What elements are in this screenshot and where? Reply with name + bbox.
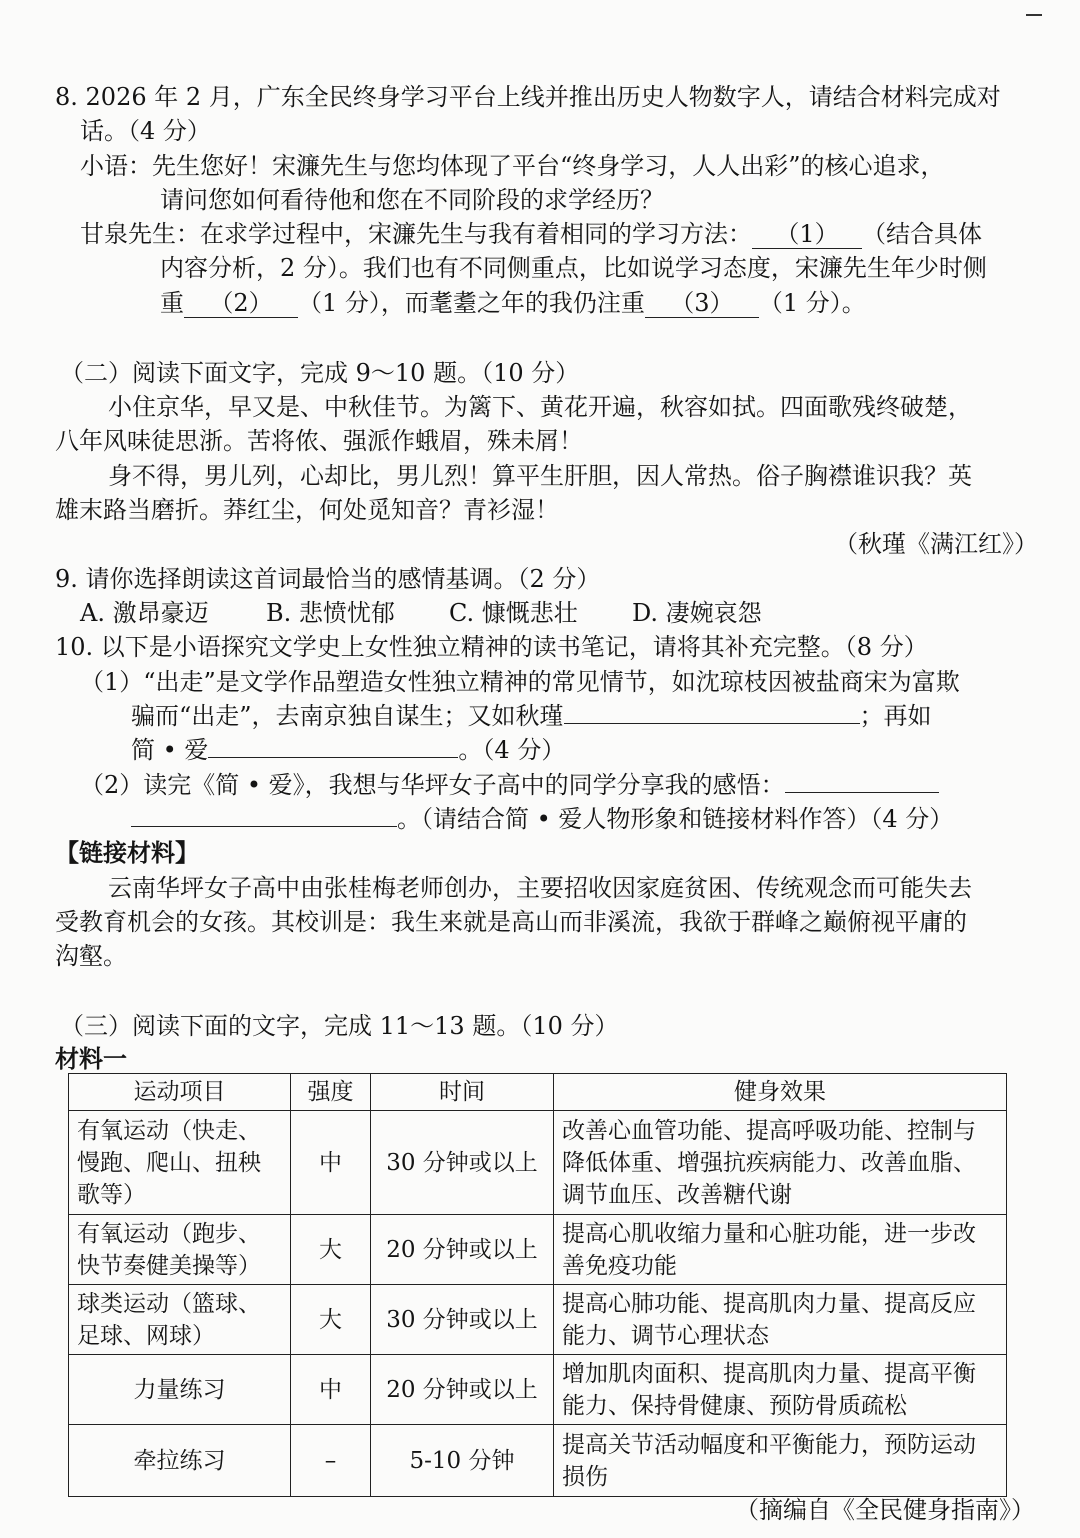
table-cell-intensity: – (291, 1425, 371, 1497)
q8-ganquan-line3 (160, 287, 866, 319)
q9-option-c[interactable]: C. 慷慨悲壮 (449, 599, 578, 627)
table-header-item: 运动项目 (69, 1074, 291, 1111)
corner-mark (1026, 14, 1042, 16)
poem-source: （秋瑾《满江红》） (834, 530, 1038, 558)
table-header-effect: 健身效果 (554, 1074, 1007, 1111)
table-cell-item: 有氧运动（快走、慢跑、爬山、扭秧歌等） (69, 1111, 291, 1215)
section3-header: （三）阅读下面的文字，完成 11～13 题。（10 分） (60, 1012, 619, 1040)
q10-part1-line3 (131, 734, 565, 766)
q8-ganquan-text4: （1 分），而耄耋之年的我仍注重 (298, 289, 645, 317)
q10-part1-line2 (131, 700, 932, 732)
table-cell-time: 20 分钟或以上 (371, 1215, 554, 1285)
q9-option-d[interactable]: D. 凄婉哀怨 (632, 599, 762, 627)
material-one-label: 材料一 (55, 1044, 127, 1073)
table-row (69, 1355, 1007, 1425)
table-cell-effect: 增加肌肉面积、提高肌肉力量、提高平衡能力、保持骨健康、预防骨质疏松 (554, 1355, 1007, 1425)
poem-line2: 八年风味徒思浙。苦将侬、强派作蛾眉，殊未屑！ (55, 427, 583, 455)
table-cell-time: 20 分钟或以上 (371, 1355, 554, 1425)
q9-question: 9. 请你选择朗读这首词最恰当的感情基调。（2 分） (55, 565, 601, 593)
table-cell-effect: 提高心肌收缩力量和心脏功能，进一步改善免疫功能 (554, 1215, 1007, 1285)
table-header-time: 时间 (371, 1074, 554, 1111)
q10-part2-text2: 。（请结合简 • 爱人物形象和链接材料作答）（4 分） (397, 805, 954, 833)
q10-part1-text2: ；再如 (859, 702, 932, 730)
table-cell-effect: 提高关节活动幅度和平衡能力，预防运动损伤 (554, 1425, 1007, 1497)
q10-blank-insight-2[interactable] (131, 826, 397, 827)
q8-ganquan-line2: 内容分析，2 分）。我们也有不同侧重点，比如说学习态度，宋濂先生年少时侧 (160, 254, 987, 282)
section2-header: （二）阅读下面文字，完成 9～10 题。（10 分） (60, 359, 580, 387)
q9-option-b[interactable]: B. 悲愤忧郁 (266, 599, 395, 627)
link-material-line3: 沟壑。 (55, 942, 127, 970)
q8-ganquan-text3: 重 (160, 289, 184, 317)
q8-xiaoyu-line2: 请问您如何看待他和您在不同阶段的求学经历？ (160, 186, 664, 214)
table-cell-time: 5-10 分钟 (371, 1425, 554, 1497)
q10-part1-text4: 。（4 分） (458, 736, 566, 764)
table-row (69, 1111, 1007, 1215)
q8-xiaoyu-line1: 小语：先生您好！宋濂先生与您均体现了平台“终身学习，人人出彩”的核心追求， (80, 152, 945, 180)
table-cell-item: 球类运动（篮球、足球、网球） (69, 1285, 291, 1355)
q10-part2-text1: （2）读完《简 • 爱》，我想与华坪女子高中的同学分享我的感悟： (80, 771, 785, 799)
table-cell-time: 30 分钟或以上 (371, 1111, 554, 1215)
poem-line4: 雄末路当磨折。莽红尘，何处觅知音？青衫湿！ (55, 496, 559, 524)
poem-line1: 小住京华，早又是、中秋佳节。为篱下、黄花开遍，秋容如拭。四面歌残终破楚， (108, 393, 972, 421)
q10-part1-text1: 骗而“出走”，去南京独自谋生；又如秋瑾 (131, 702, 564, 730)
q10-part2-line1 (80, 769, 939, 801)
table-row (69, 1425, 1007, 1497)
q10-part1-text3: 简 • 爱 (131, 736, 209, 764)
table-cell-item: 有氧运动（跑步、快节奏健美操等） (69, 1215, 291, 1285)
q8-blank-1[interactable]: （1） (752, 220, 862, 249)
q10-blank-insight-1[interactable] (785, 792, 939, 793)
table-cell-intensity: 大 (291, 1215, 371, 1285)
table-row (69, 1215, 1007, 1285)
q10-blank-qiujin[interactable] (564, 723, 860, 724)
q10-part1-line1: （1）“出走”是文学作品塑造女性独立精神的常见情节，如沈琼枝因被盐商宋为富欺 (80, 668, 960, 696)
fitness-table (68, 1073, 1007, 1497)
table-header-row (69, 1074, 1007, 1111)
link-material-line1: 云南华坪女子高中由张桂梅老师创办，主要招收因家庭贫困、传统观念而可能失去 (108, 874, 972, 902)
q9-option-a[interactable]: A. 激昂豪迈 (80, 599, 209, 627)
q10-part2-line2 (131, 803, 953, 835)
q10-question: 10. 以下是小语探究文学史上女性独立精神的读书笔记，请将其补充完整。（8 分） (55, 633, 928, 661)
poem-line3: 身不得，男儿列，心却比，男儿烈！算平生肝胆，因人常热。俗子胸襟谁识我？英 (108, 462, 972, 490)
q8-line2: 话。（4 分） (80, 117, 211, 145)
q8-blank-2[interactable]: （2） (184, 289, 298, 318)
table-cell-intensity: 大 (291, 1285, 371, 1355)
table-cell-effect: 提高心肺功能、提高肌肉力量、提高反应能力、调节心理状态 (554, 1285, 1007, 1355)
table-cell-time: 30 分钟或以上 (371, 1285, 554, 1355)
q8-ganquan-line1 (80, 218, 982, 250)
table-cell-effect: 改善心血管功能、提高呼吸功能、控制与降低体重、增强抗疾病能力、改善血脂、调节血压、改善糖代谢 (554, 1111, 1007, 1215)
table-cell-item: 牵拉练习 (69, 1425, 291, 1497)
q8-ganquan-text2: （结合具体 (862, 220, 982, 248)
q10-blank-janeeyre[interactable] (208, 757, 458, 758)
q8-ganquan-text5: （1 分）。 (758, 289, 866, 317)
link-material-title: 【链接材料】 (55, 838, 199, 867)
table-cell-intensity: 中 (291, 1111, 371, 1215)
q8-line1: 8. 2026 年 2 月，广东全民终身学习平台上线并推出历史人物数字人，请结合材料完成对 (55, 83, 1001, 111)
table-source: （摘编自《全民健身指南》） (735, 1496, 1035, 1524)
table-row (69, 1285, 1007, 1355)
q8-blank-3[interactable]: （3） (645, 289, 759, 318)
table-cell-item: 力量练习 (69, 1355, 291, 1425)
table-cell-intensity: 中 (291, 1355, 371, 1425)
link-material-line2: 受教育机会的女孩。其校训是：我生来就是高山而非溪流，我欲于群峰之巅俯视平庸的 (55, 908, 967, 936)
table-header-intensity: 强度 (291, 1074, 371, 1111)
q8-ganquan-text1: 甘泉先生：在求学过程中，宋濂先生与我有着相同的学习方法： (80, 220, 752, 248)
